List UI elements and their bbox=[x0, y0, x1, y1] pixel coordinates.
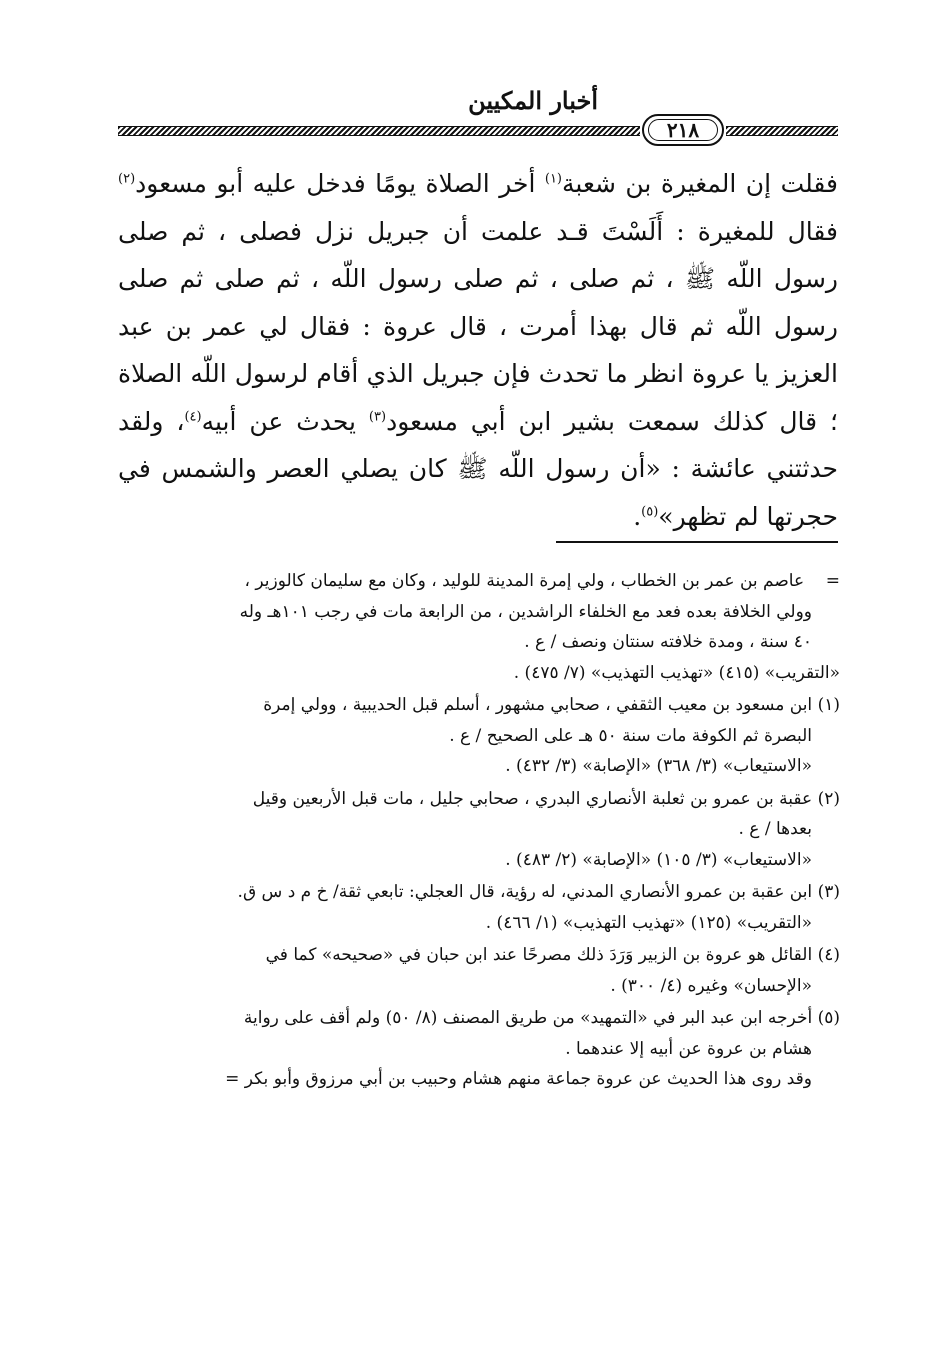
footnote-source: «الاستيعاب» (٣/ ٣٦٨) «الإصابة» (٣/ ٤٣٢) . bbox=[505, 756, 812, 776]
footnote-5 bbox=[118, 1003, 840, 1095]
main-text bbox=[118, 160, 838, 540]
footnote-ref: (٥) bbox=[641, 504, 659, 520]
footnote-line bbox=[118, 566, 840, 597]
footnote-line: ٤٠ سنة ، ومدة خلافته سنتان ونصف / ع . bbox=[524, 632, 812, 652]
main-paragraph bbox=[118, 160, 838, 540]
footnote-line bbox=[118, 784, 840, 815]
footnote-ref: (٢) bbox=[118, 171, 136, 187]
footnote-text: عقبة بن عمرو بن ثعلبة الأنصاري البدري ، صحابي جليل ، مات قبل الأربعين وقيل bbox=[252, 788, 813, 809]
text-run: فقلت إن المغيرة بن شعبة bbox=[562, 169, 838, 198]
footnote-source: «التقريب» (١٢٥) «تهذيب التهذيب» (١/ ٤٦٦) . bbox=[485, 912, 812, 933]
text-run: يحدث عن أبيه bbox=[201, 406, 369, 436]
text-run: فقال للمغيرة : أَلَسْتَ قـد علمت أن جبريل نزل فصلى ، ثم صلى رسول اللّه ﷺ ، ثم صلى ، ثم صلى رسول اللّه ، ثم صلى ثم صلى رسول اللّه ثم قال بهذا أمرت ، قال عروة : فقال لي عمر بن عبد العزيز يا عروة انظر ما تحدث فإن جبريل الذي أقام لرسول اللّه الصلاة ؛ قال كذلك سمعت بشير ابن أبي مسعود bbox=[118, 216, 838, 436]
footnote-marker: (٤) bbox=[817, 945, 840, 965]
page-header bbox=[118, 86, 838, 146]
footnote-4 bbox=[118, 940, 840, 1001]
footnote-line bbox=[118, 940, 840, 971]
running-title: أخبار المكيين bbox=[468, 86, 598, 115]
footnote-line bbox=[118, 877, 840, 908]
footnote-line: وقد روى هذا الحديث عن عروة جماعة منهم هشام وحبيب بن أبي مرزوق وأبو بكر = bbox=[225, 1069, 812, 1089]
footnote-line: بعدها / ع . bbox=[738, 819, 812, 839]
footnote-separator bbox=[556, 541, 838, 543]
footnote-source: «التقريب» (٤١٥) «تهذيب التهذيب» (٧/ ٤٧٥) . bbox=[513, 662, 840, 683]
page-number: ٢١٨ bbox=[666, 118, 700, 142]
footnote-line bbox=[118, 1003, 840, 1034]
footnote-marker: = bbox=[825, 571, 840, 591]
footnote-3 bbox=[118, 877, 840, 938]
footnotes bbox=[118, 566, 840, 1095]
footnote-line: هشام بن عروة عن أبيه إلا عندهما . bbox=[565, 1038, 812, 1059]
footnote-1 bbox=[118, 690, 840, 782]
footnote-line: وولي الخلافة بعده فعد مع الخلفاء الراشدين ، من الرابعة مات في رجب ١٠١هـ وله bbox=[239, 601, 812, 622]
footnote-continued bbox=[118, 566, 840, 688]
footnote-ref: (٤) bbox=[184, 409, 202, 425]
footnote-marker: (١) bbox=[817, 695, 840, 715]
header-rule-left bbox=[118, 126, 640, 136]
footnote-marker: (٢) bbox=[817, 788, 840, 809]
footnote-marker: (٥) bbox=[817, 1008, 840, 1028]
text-run: أخر الصلاة يومًا فدخل عليه أبو مسعود bbox=[135, 169, 545, 198]
footnote-text: ابن مسعود بن معيب الثقفي ، صحابي مشهور ، أسلم قبل الحديبية ، وولي إمرة bbox=[263, 695, 813, 715]
footnote-line: «الإحسان» وغيره (٤/ ٣٠٠) . bbox=[610, 975, 812, 996]
text-run: ، ولقد حدثتني عائشة : «أن رسول اللّه ﷺ كان يصلي العصر والشمس في حجرتها لم تظهر» bbox=[118, 406, 838, 531]
footnote-text: عاصم بن عمر بن الخطاب ، ولي إمرة المدينة للوليد ، وكان مع سليمان كالوزير ، bbox=[244, 571, 805, 591]
header-rule-right bbox=[726, 126, 838, 136]
footnote-line: البصرة ثم الكوفة مات سنة ٥٠ هـ على الصحيح / ع . bbox=[449, 725, 812, 746]
footnote-2 bbox=[118, 784, 840, 876]
page-number-badge bbox=[642, 114, 724, 146]
footnote-text: القائل هو عروة بن الزبير وَرَدَ ذلك مصرحًا عند ابن حبان في «صحيحه» كما في bbox=[265, 945, 813, 965]
footnote-text: أخرجه ابن عبد البر في «التمهيد» من طريق المصنف (٨/ ٥٠) ولم أقف على رواية bbox=[243, 1008, 813, 1028]
footnote-source: «الاستيعاب» (٣/ ١٠٥) «الإصابة» (٢/ ٤٨٣) . bbox=[505, 849, 812, 870]
footnote-text: ابن عقبة بن عمرو الأنصاري المدني، له رؤية، قال العجلي: تابعي ثقة/ خ م د س ق. bbox=[237, 882, 813, 902]
footnote-ref: (١) bbox=[544, 171, 562, 187]
footnote-line bbox=[118, 690, 840, 721]
footnote-marker: (٣) bbox=[817, 882, 840, 902]
text-run: . bbox=[633, 501, 642, 531]
footnote-ref: (٣) bbox=[368, 409, 387, 425]
